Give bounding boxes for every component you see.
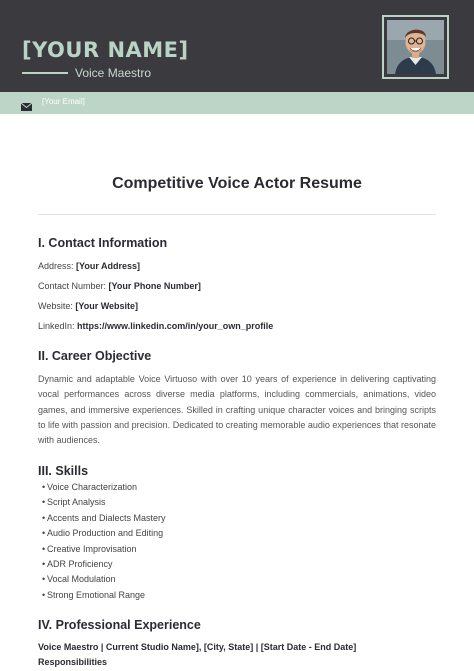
objective-heading: II. Career Objective — [38, 349, 152, 363]
skills-heading: III. Skills — [38, 464, 89, 478]
title-divider — [38, 214, 436, 215]
linkedin-value: https://www.linkedin.com/in/your_own_profile — [77, 321, 274, 331]
profile-photo — [387, 20, 444, 74]
contact-heading: I. Contact Information — [38, 236, 168, 250]
skill-item: • Strong Emotional Range — [42, 589, 146, 600]
skills-list — [42, 481, 166, 604]
responsibilities-label: Responsibilities — [38, 657, 108, 667]
website-label: Website: — [38, 301, 73, 311]
experience-heading: IV. Professional Experience — [38, 618, 201, 632]
skill-item: • ADR Proficiency — [42, 558, 113, 569]
candidate-subtitle: Voice Maestro — [75, 66, 152, 80]
name-underline — [22, 72, 68, 74]
address-value: [Your Address] — [76, 261, 141, 271]
phone-label: Contact Number: — [38, 281, 107, 291]
linkedin-line — [38, 321, 273, 331]
skill-item: • Voice Characterization — [42, 482, 138, 492]
website-line — [38, 301, 138, 311]
email-value: [Your Email] — [42, 97, 85, 106]
address-label: Address: — [38, 261, 74, 271]
envelope-icon — [21, 98, 32, 106]
objective-text: Dynamic and adaptable Voice Virtuoso with over 10 years of experience in delivering captivating vocal performances across diverse media platforms, including commercials, animations, video games, and immersive experiences. Skilled in crafting unique character voices and bringing scripts to life with passion and precision. Dedicated to creating memorable audio experiences that resonate with audiences. — [38, 374, 436, 446]
header-banner — [0, 0, 474, 92]
profile-photo-frame — [382, 15, 449, 79]
skill-item: • Vocal Modulation — [42, 574, 116, 585]
address-line — [38, 261, 140, 271]
website-value: [Your Website] — [75, 301, 139, 311]
skill-item: • Creative Improvisation — [42, 543, 137, 554]
skill-item: • Script Analysis — [42, 497, 106, 508]
linkedin-label: LinkedIn: — [38, 321, 75, 331]
phone-line — [38, 281, 201, 291]
experience-role-line: Voice Maestro | Current Studio Name], [City, State] | [Start Date - End Date] — [38, 642, 357, 652]
skill-item: • Audio Production and Editing — [42, 528, 164, 539]
email-bar — [0, 92, 474, 114]
candidate-name: [YOUR NAME] — [22, 38, 189, 62]
phone-value: [Your Phone Number] — [108, 281, 201, 291]
document-title: Competitive Voice Actor Resume — [112, 175, 362, 192]
skill-item: • Accents and Dialects Mastery — [42, 512, 166, 523]
